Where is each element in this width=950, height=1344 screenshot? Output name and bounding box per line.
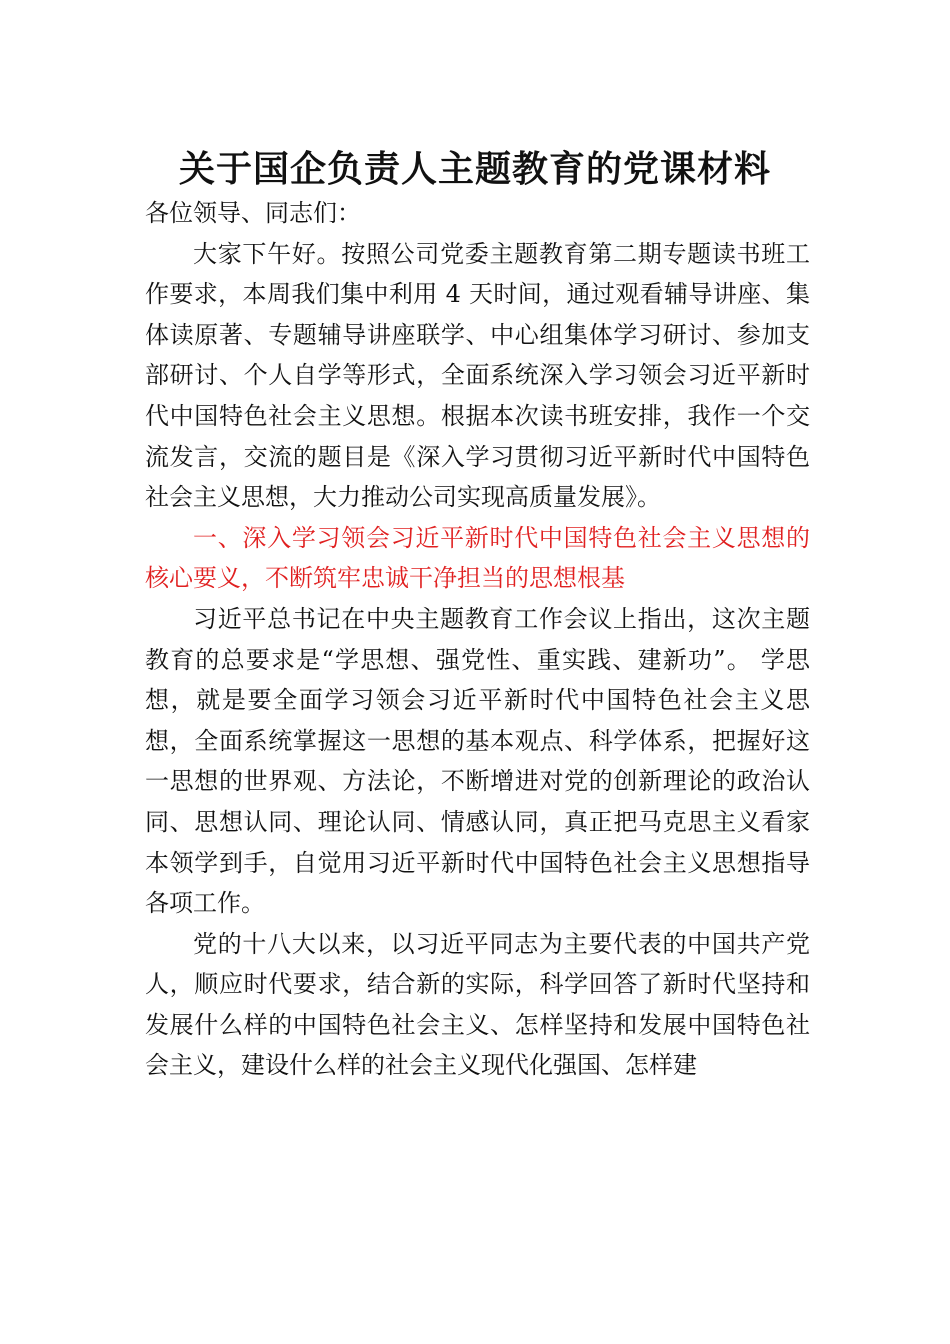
document-body (145, 193, 810, 1086)
salutation: 各位领导、同志们： (145, 199, 361, 227)
section-heading-1: 一、深入学习领会习近平新时代中国特色社会主义思想的核心要义，不断筑牢忠诚干净担当的思想根基 (145, 523, 810, 593)
paragraph-since-18th-congress: 党的十八大以来，以习近平同志为主要代表的中国共产党人，顺应时代要求，结合新的实际，科学回答了新时代坚持和发展什么样的中国特色社会主义、怎样坚持和发展中国特色社会主义，建设什么样的社会主义现代化强国、怎样建 (145, 929, 810, 1080)
paragraph-opening: 大家下午好。按照公司党委主题教育第二期专题读书班工作要求，本周我们集中利用 4 天时间，通过观看辅导讲座、集体读原著、专题辅导讲座联学、中心组集体学习研讨、参加支部研讨、个人自学等形式，全面系统深入学习领会习近平新时代中国特色社会主义思想。根据本次读书班安排，我作一个交流发言，交流的题目是《深入学习贯彻习近平新时代中国特色社会主义思想，大力推动公司实现高质量发展》。 (145, 239, 810, 512)
paragraph-requirements: 习近平总书记在中央主题教育工作会议上指出，这次主题教育的总要求是“学思想、强党性、重实践、建新功”。 学思想，就是要全面学习领会习近平新时代中国特色社会主义思想，全面系统掌握这一思想的基本观点、科学体系，把握好这一思想的世界观、方法论，不断增进对党的创新理论的政治认同、思想认同、理论认同、情感认同，真正把马克思主义看家本领学到手，自觉用习近平新时代中国特色社会主义思想指导各项工作。 (145, 604, 810, 918)
document-title: 关于国企负责人主题教育的党课材料 (178, 148, 771, 190)
